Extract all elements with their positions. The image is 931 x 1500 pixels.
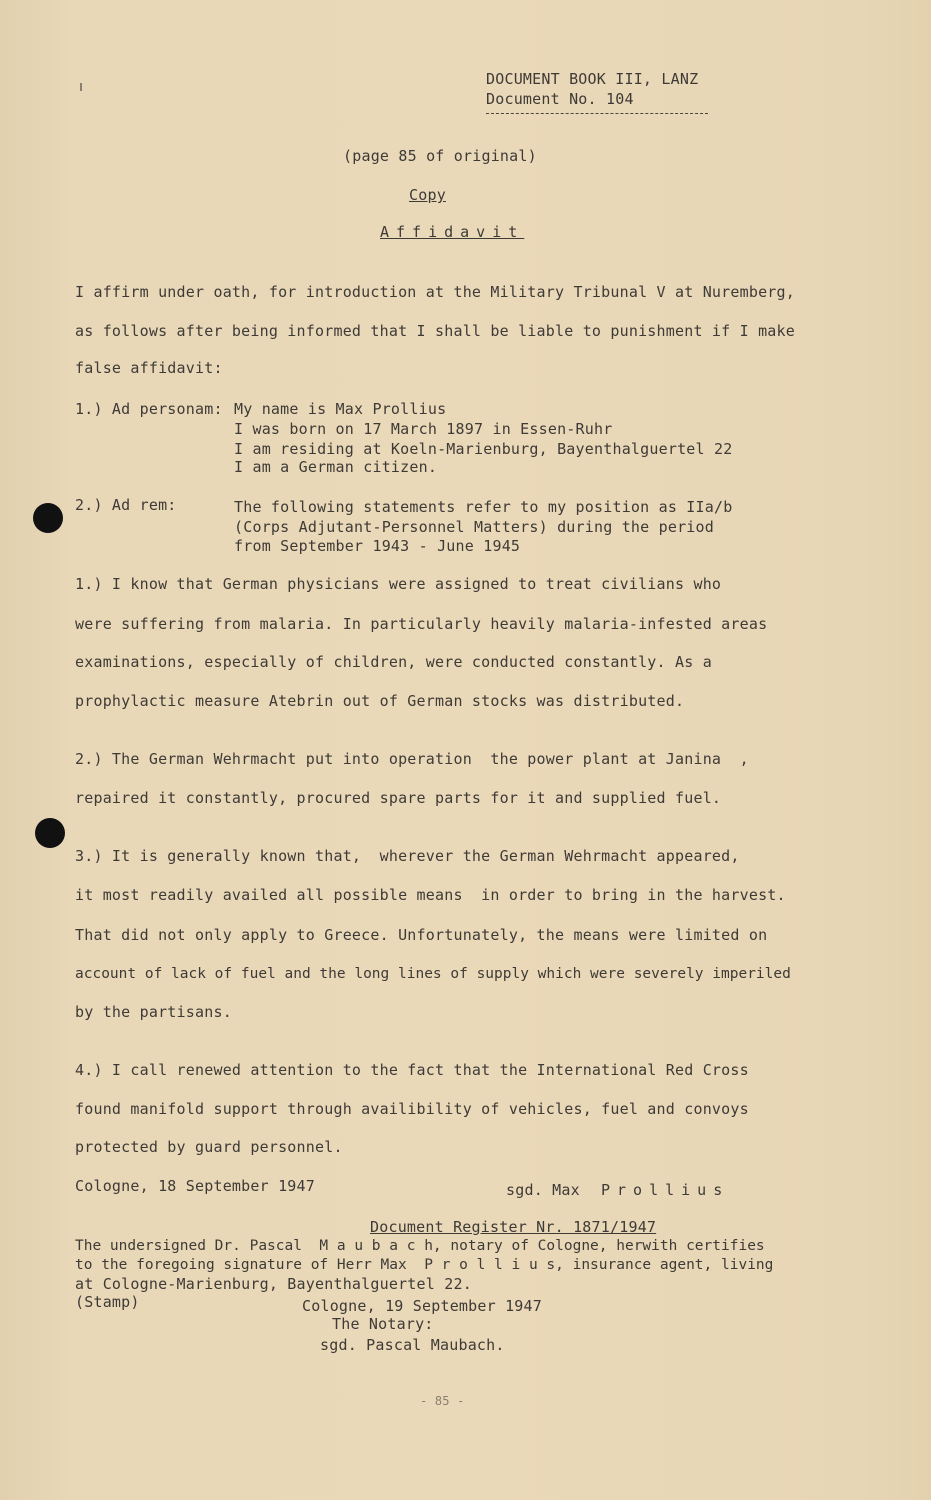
page-reference: (page 85 of original) xyxy=(343,147,537,165)
document-title: Affidavit xyxy=(380,223,525,241)
paragraph-4-line-2: found manifold support through availibility of vehicles, fuel and convoys xyxy=(75,1100,749,1118)
personal-name: My name is Max Prollius xyxy=(234,400,447,418)
paragraph-3-line-2: it most readily availed all possible means in order to bring in the harvest. xyxy=(75,886,786,904)
footer-page-number: - 85 - xyxy=(420,1394,465,1408)
paragraph-1-line-4: prophylactic measure Atebrin out of German stocks was distributed. xyxy=(75,692,685,710)
copy-label: Copy xyxy=(409,186,446,204)
signature-surname: Prollius xyxy=(601,1181,730,1199)
paragraph-1-line-3: examinations, especially of children, were conducted constantly. As a xyxy=(75,653,712,671)
paragraph-2-line-1: 2.) The German Wehrmacht put into operation the power plant at Janina , xyxy=(75,750,749,768)
binder-hole-bottom xyxy=(35,818,65,848)
paragraph-3-line-5: by the partisans. xyxy=(75,1003,232,1021)
ad-rem-line-1: The following statements refer to my position as IIa/b xyxy=(234,498,733,516)
margin-mark xyxy=(80,83,82,91)
notary-date: Cologne, 19 September 1947 xyxy=(302,1297,542,1315)
signature-sgd: sgd. Max xyxy=(506,1181,580,1199)
intro-line-1: I affirm under oath, for introduction at the Military Tribunal V at Nuremberg, xyxy=(75,283,795,301)
signature-place-date: Cologne, 18 September 1947 xyxy=(75,1177,315,1195)
notary-title: The Notary: xyxy=(332,1315,434,1333)
ad-personam-label: 1.) Ad personam: xyxy=(75,400,223,418)
notary-signature: sgd. Pascal Maubach. xyxy=(320,1336,505,1354)
notary-line-1: The undersigned Dr. Pascal M a u b a c h, notary of Cologne, herwith certifies xyxy=(75,1238,765,1254)
paragraph-1-line-1: 1.) I know that German physicians were assigned to treat civilians who xyxy=(75,575,722,593)
ad-rem-line-3: from September 1943 - June 1945 xyxy=(234,537,521,555)
paragraph-2-line-2: repaired it constantly, procured spare parts for it and supplied fuel. xyxy=(75,789,722,807)
document-number: Document No. 104 xyxy=(486,90,634,108)
ad-rem-line-2: (Corps Adjutant-Personnel Matters) during the period xyxy=(234,518,714,536)
intro-line-3: false affidavit: xyxy=(75,359,223,377)
document-register: Document Register Nr. 1871/1947 xyxy=(370,1218,657,1236)
header-divider xyxy=(486,113,708,114)
document-book-heading: DOCUMENT BOOK III, LANZ xyxy=(486,70,699,88)
paragraph-1-line-2: were suffering from malaria. In particularly heavily malaria-infested areas xyxy=(75,615,768,633)
paragraph-4-line-1: 4.) I call renewed attention to the fact that the International Red Cross xyxy=(75,1061,749,1079)
personal-citizenship: I am a German citizen. xyxy=(234,458,438,476)
paragraph-4-line-3: protected by guard personnel. xyxy=(75,1138,343,1156)
paragraph-3-line-4: account of lack of fuel and the long lines of supply which were severely imperiled xyxy=(75,966,791,982)
paragraph-3-line-1: 3.) It is generally known that, wherever the German Wehrmacht appeared, xyxy=(75,847,740,865)
personal-residence: I am residing at Koeln-Marienburg, Bayenthalguertel 22 xyxy=(234,440,733,458)
ad-rem-label: 2.) Ad rem: xyxy=(75,496,177,514)
binder-hole-top xyxy=(33,503,63,533)
notary-line-2: to the foregoing signature of Herr Max P r o l l i u s, insurance agent, living xyxy=(75,1257,774,1273)
paragraph-3-line-3: That did not only apply to Greece. Unfortunately, the means were limited on xyxy=(75,926,768,944)
notary-line-3: at Cologne-Marienburg, Bayenthalguertel 22. xyxy=(75,1275,472,1293)
personal-birth: I was born on 17 March 1897 in Essen-Ruhr xyxy=(234,420,613,438)
stamp-label: (Stamp) xyxy=(75,1293,140,1311)
intro-line-2: as follows after being informed that I shall be liable to punishment if I make xyxy=(75,322,795,340)
